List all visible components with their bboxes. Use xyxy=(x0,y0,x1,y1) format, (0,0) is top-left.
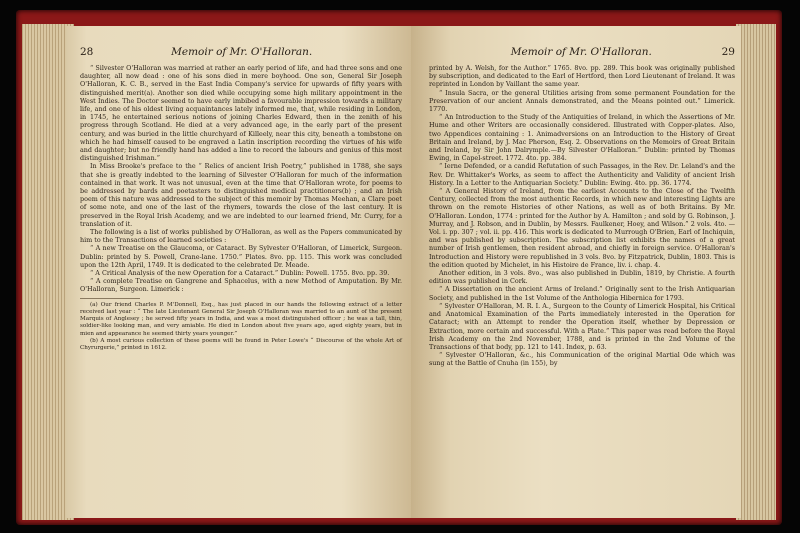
paragraph: “ Sylvester O'Halloran, &c., his Communication of the original Martial Ode which was sung at the Battle of Cnuha (in 155), by xyxy=(429,351,735,368)
paragraph: “ A complete Treatise on Gangrene and Sphacelus, with a new Method of Amputation. By Mr. O'Halloran, Surgeon. Limerick : xyxy=(80,277,402,294)
paragraph: printed by A. Welsh, for the Author.” 1765. 8vo. pp. 289. This book was originally published by subscription, and dedicated to the Earl of Hertford, then Lord Lieutenant of Ireland. It was reprinted in London by Vaillant the same year. xyxy=(429,64,735,89)
running-title: Memoir of Mr. O'Halloran. xyxy=(171,46,313,58)
footnote: (a) Our friend Charles P. M'Donnell, Esq., has just placed in our hands the following extract of a letter received last year : “ The late Lieutenant General Sir Joseph O'Halloran was married to an aunt of the present Marquis of Anglesey ; he served fifty years in India, and was a most distinguished officer ; he was a tall, thin, soldier-like looking man, and very amiable. He died in London about five years ago, aged eighty years, but in mien and appearance he seemed thirty years younger.” xyxy=(80,301,402,337)
paragraph: In Miss Brooke's preface to the “ Relics of ancient Irish Poetry,” published in 1788, she says that she is greatly indebted to the learning of Silvester O'Halloran for much of the information contained in that work. It was not unusual, even at the time that O'Halloran wrote, for poems to be addressed by bards and poetasters to distinguished medical practitioners(b) ; and an Irish poem of this nature was addressed to the subject of this memoir by Thomas Meehan, a Clare poet of some note, and one of the last of the rhymers, towards the close of the last century. It is preserved in the Royal Irish Academy, and we are indebted to our learned friend, Mr. Curry, for a translation of it. xyxy=(80,162,402,228)
paragraph: “ Sylvester O'Halloran, M. R. I. A., Surgeon to the County of Limerick Hospital, his Critical and Anatomical Examination of the Parts immediately interested in the Operation for Cataract; with an Attempt to render the Operation itself, whether by Depression or Extraction, more certain and successful. With a Plate.” This paper was read before the Royal Irish Academy on the 2nd November, 1788, and is printed in the 2nd Volume of the Transactions of that body, pp. 121 to 141. Index, p. 63. xyxy=(429,301,735,351)
page-edges-right xyxy=(736,24,776,520)
paragraph: Another edition, in 3 vols. 8vo., was also published in Dublin, 1819, by Christie. A fourth edition was published in Cork. xyxy=(429,269,735,286)
paragraph: “ Ierne Defended, or a candid Refutation of such Passages, in the Rev. Dr. Leland's and the Rev. Dr. Whittaker's Works, as seem to affect the Authenticity and Validity of ancient Irish History. In a Letter to the Antiquarian Society.” Dublin: Ewing. 4to. pp. 36. 1774. xyxy=(429,162,735,187)
footnote: (b) A most curious collection of these poems will be found in Peter Lowe's “ Discourse of the whole Art of Chyrurgerie,” printed in 1612. xyxy=(80,337,402,351)
paragraph: The following is a list of works published by O'Halloran, as well as the Papers communicated by him to the Transactions of learned societies : xyxy=(80,228,402,245)
paragraph: “ A General History of Ireland, from the earliest Accounts to the Close of the Twelfth Century, collected from the most authentic Records, in which new and interesting Lights are thrown on the remote Histories of other Nations, as well as of both Britains. By Mr. O'Halloran. London, 1774 : printed for the Author by A. Hamilton ; and sold by G. Robinson, J. Murray, and J. Robson, and in Dublin, by Messrs. Faulkener, Hoey, and Wilson.” 2 vols. 4to. —Vol. i. pp. 307 ; vol. ii. pp. 416. This work is dedicated to Murrough O'Brien, Earl of Inchiquin, and was published by subscription. The subscription list exhibits the names of a great number of Irish gentlemen, then resident abroad, and chiefly in foreign service. O'Halloran's Introduction and History were republished in 3 vols. 8vo. by Fitzpatrick, Dublin, 1803. This is the edition quoted by Michelet, in his Histoire de France, liv. i. chap. 4. xyxy=(429,187,735,269)
page-number: 29 xyxy=(721,46,735,58)
paragraph: “ Insula Sacra, or the general Utilities arising from some permanent Foundation for the Preservation of our ancient Annals demonstrated, and the Means pointed out.” Limerick. 1770. xyxy=(429,88,735,114)
footnote-rule xyxy=(80,298,140,299)
running-title: Memoir of Mr. O'Halloran. xyxy=(510,46,652,58)
right-page-header xyxy=(429,46,735,58)
paragraph: “ A Dissertation on the ancient Arms of Ireland.” Originally sent to the Irish Antiquarian Society, and published in the 1st Volume of the Anthologia Hibernica for 1793. xyxy=(429,285,735,302)
paragraph: “ An Introduction to the Study of the Antiquities of Ireland, in which the Assertions of Mr. Hume and other Writers are occasionally considered. Illustrated with Copper-plates. Also, two Appendices containing : 1. Animadversions on an Introduction to the History of Great Britain and Ireland, by J. Mac Pherson, Esq. 2. Observations on the Memoirs of Great Britain and Ireland, by Sir John Dalrymple.—By Silvester O'Halloran.” Dublin: printed by Thomas Ewing, in Capel-street. 1772. 4to. pp. 384. xyxy=(429,113,735,163)
paragraph: “ A Critical Analysis of the new Operation for a Cataract.” Dublin: Powell. 1755. 8vo. pp. 39. xyxy=(90,269,390,278)
open-book xyxy=(16,10,782,525)
right-page xyxy=(411,26,741,518)
paragraph: “ Silvester O'Halloran was married at rather an early period of life, and had three sons and one daughter, all now dead : one of his sons died in mere boyhood. One son, General Sir Joseph O'Halloran, K. C. B., served in the East India Company's service for upwards of fifty years with distinguished merit(a). Another son died while occupying some high military appointment in the West Indies. The Doctor seemed to have early imbibed a favourable impression towards a military life, and one of his oldest living acquaintances lately informed me, that, while residing in London, in 1745, he entertained serious notions of joining Charles Edward, then in the zenith of his progress through Scotland. He died at a very advanced age, in the early part of the present century, and was buried in the little churchyard of Killeely, near this city, beneath a tombstone on which he had himself caused to be engraved a Latin inscription recording the virtues of his wife and daughter; but no friendly hand has added a line to record the labours and genius of this most distinguished Irishman.” xyxy=(80,64,402,163)
paragraph: “ A new Treatise on the Glaucoma, or Cataract. By Sylvester O'Halloran, of Limerick, Surgeon. Dublin: printed by S. Powell, Crane-lane. 1750.” Plates. 8vo. pp. 115. This work was concluded upon the 12th April, 1749. It is dedicated to the celebrated Dr. Meade. xyxy=(80,244,402,269)
left-page xyxy=(66,26,411,518)
page-number: 28 xyxy=(80,46,94,58)
left-page-header xyxy=(80,46,402,58)
